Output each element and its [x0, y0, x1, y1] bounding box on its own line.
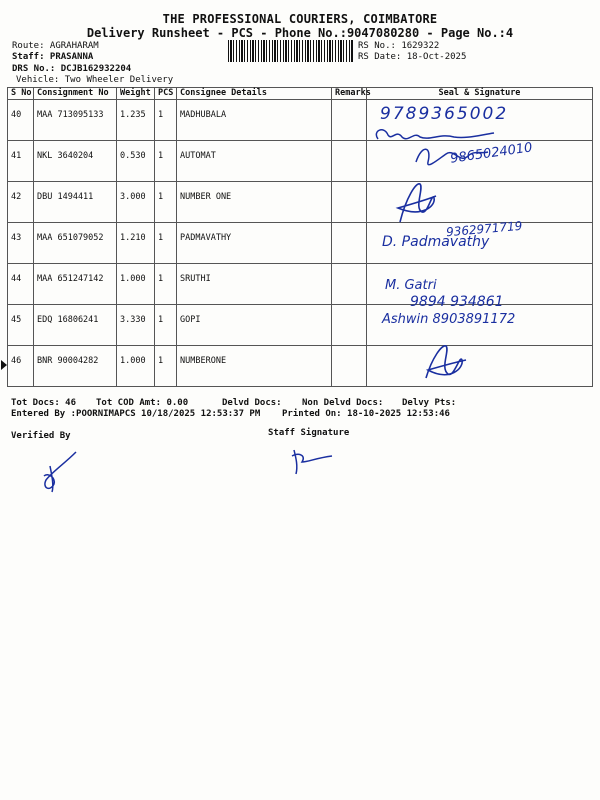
col-header-consignment: Consignment No	[34, 88, 117, 100]
staff-signature	[286, 446, 336, 478]
pcs-cell: 1	[155, 141, 177, 182]
handwritten-name-45: Ashwin 8903891172	[382, 312, 516, 327]
signature-42	[392, 178, 440, 226]
total-cod-amount: Tot COD Amt: 0.00	[96, 398, 189, 408]
rs-number: RS No.: 1629322	[358, 41, 440, 51]
staff-label: Staff: PRASANNA	[12, 52, 94, 62]
remarks-cell	[332, 264, 367, 305]
weight-cell: 1.210	[117, 223, 155, 264]
pcs-cell: 1	[155, 223, 177, 264]
handwritten-phone-40: 9789365002	[380, 104, 509, 124]
col-header-weight: Weight	[117, 88, 155, 100]
consignment-cell: EDQ 16806241	[34, 305, 117, 346]
delivery-points: Delvy Pts:	[402, 398, 457, 408]
consignee-cell: PADMAVATHY	[177, 223, 332, 264]
handwritten-name-44: M. Gatri	[385, 278, 437, 293]
vehicle-label: Vehicle: Two Wheeler Delivery	[16, 75, 174, 85]
remarks-cell	[332, 305, 367, 346]
weight-cell: 0.530	[117, 141, 155, 182]
document-subtitle: Delivery Runsheet - PCS - Phone No.:9047080280 - Page No.:4	[86, 26, 514, 40]
pcs-cell: 1	[155, 264, 177, 305]
weight-cell: 1.235	[117, 100, 155, 141]
non-delivered-docs: Non Delvd Docs:	[302, 398, 384, 408]
printed-on: Printed On: 18-10-2025 12:53:46	[282, 409, 450, 419]
col-header-pcs: PCS	[155, 88, 177, 100]
route-label: Route: AGRAHARAM	[12, 41, 99, 51]
remarks-cell	[332, 141, 367, 182]
table-row	[8, 346, 593, 387]
pcs-cell: 1	[155, 305, 177, 346]
seal-cell	[367, 346, 593, 387]
pcs-cell: 1	[155, 182, 177, 223]
pcs-cell: 1	[155, 100, 177, 141]
runsheet-table	[7, 87, 593, 387]
consignment-cell: MAA 713095133	[34, 100, 117, 141]
consignee-cell: AUTOMAT	[177, 141, 332, 182]
weight-cell: 3.330	[117, 305, 155, 346]
consignment-cell: MAA 651079052	[34, 223, 117, 264]
table-header-row	[8, 88, 593, 100]
col-header-seal: Seal & Signature	[367, 88, 593, 100]
handwritten-phone-44: 9894 934861	[410, 294, 504, 310]
rs-date: RS Date: 18-Oct-2025	[358, 52, 467, 62]
delivered-docs: Delvd Docs:	[222, 398, 282, 408]
table-row	[8, 264, 593, 305]
consignment-cell: NKL 3640204	[34, 141, 117, 182]
staff-signature-label: Staff Signature	[268, 428, 350, 438]
remarks-cell	[332, 182, 367, 223]
remarks-cell	[332, 100, 367, 141]
consignment-cell: DBU 1494411	[34, 182, 117, 223]
consignee-cell: NUMBER ONE	[177, 182, 332, 223]
signature-46	[420, 338, 470, 388]
weight-cell: 1.000	[117, 346, 155, 387]
consignee-cell: NUMBERONE	[177, 346, 332, 387]
sno-cell: 43	[8, 223, 34, 264]
sno-cell: 40	[8, 100, 34, 141]
sno-cell: 46	[8, 346, 34, 387]
consignee-cell: SRUTHI	[177, 264, 332, 305]
document-title: THE PROFESSIONAL COURIERS, COIMBATORE	[162, 12, 438, 26]
sno-cell: 42	[8, 182, 34, 223]
remarks-cell	[332, 346, 367, 387]
handwritten-name-43: D. Padmavathy	[382, 234, 490, 250]
consignee-cell: GOPI	[177, 305, 332, 346]
consignment-cell: MAA 651247142	[34, 264, 117, 305]
barcode-image	[228, 40, 354, 62]
weight-cell: 1.000	[117, 264, 155, 305]
remarks-cell	[332, 223, 367, 264]
weight-cell: 3.000	[117, 182, 155, 223]
sno-cell: 45	[8, 305, 34, 346]
handwritten-phone-43: 9362971719	[445, 218, 523, 240]
verifier-signature	[36, 448, 86, 496]
consignment-cell: BNR 90004282	[34, 346, 117, 387]
verified-by-label: Verified By	[11, 431, 71, 441]
table-row	[8, 182, 593, 223]
col-header-consignee: Consignee Details	[177, 88, 332, 100]
pcs-cell: 1	[155, 346, 177, 387]
entered-by: Entered By :POORNIMAPCS 10/18/2025 12:53:37 PM	[11, 409, 261, 419]
total-docs: Tot Docs: 46	[11, 398, 77, 408]
sno-cell: 44	[8, 264, 34, 305]
sno-cell: 41	[8, 141, 34, 182]
handwritten-phone-41: 9865024010	[449, 140, 534, 167]
drs-number: DRS No.: DCJB162932204	[12, 64, 132, 74]
col-header-sno: S No	[8, 88, 34, 100]
row-pointer-icon	[1, 360, 7, 370]
col-header-remarks: Remarks	[332, 88, 367, 100]
consignee-cell: MADHUBALA	[177, 100, 332, 141]
